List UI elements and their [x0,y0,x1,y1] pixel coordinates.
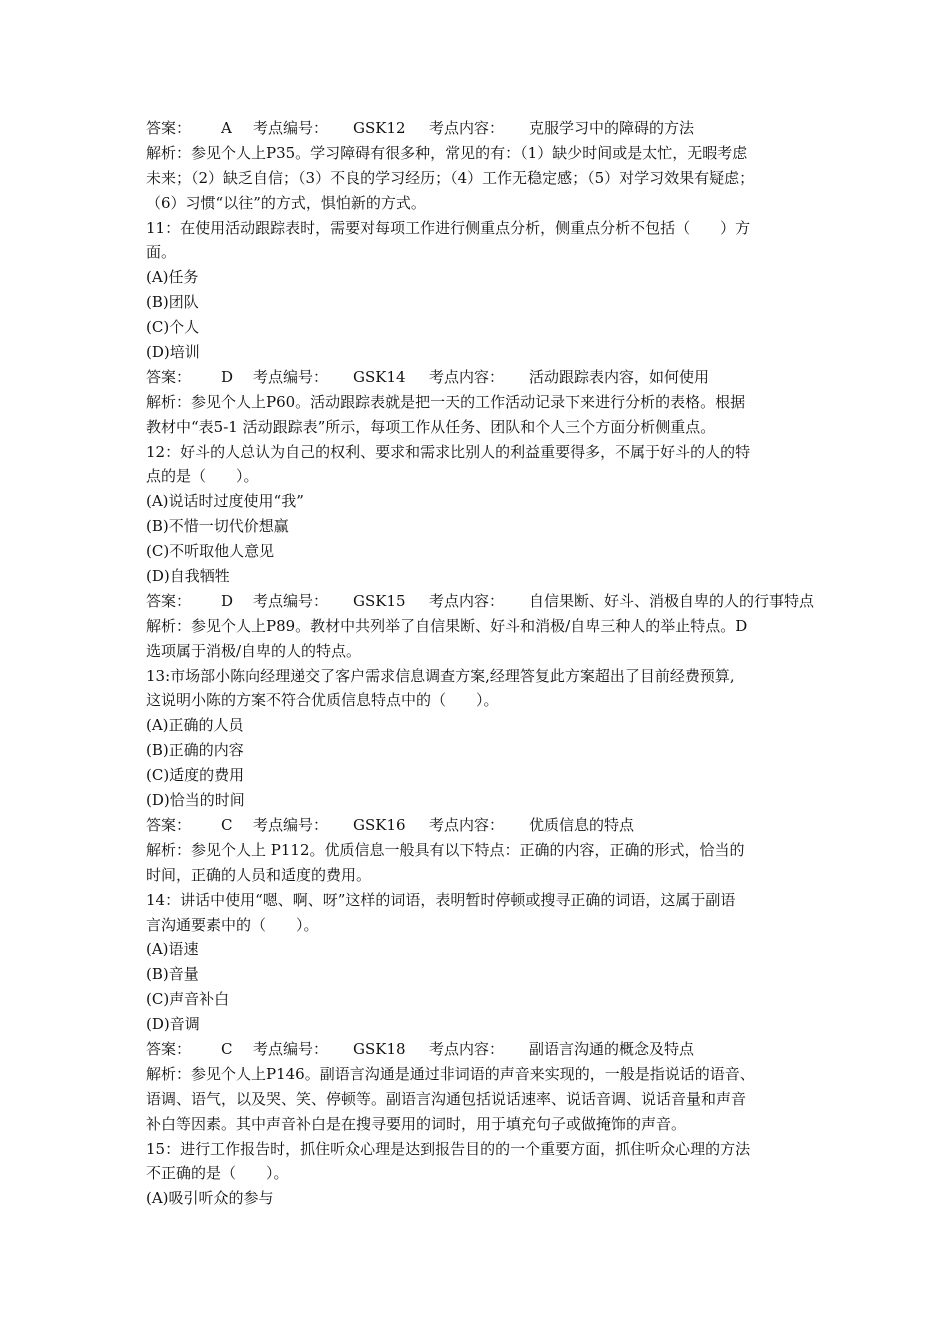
document-page [146,116,814,1211]
text-line: 语调、语气，以及哭、笑、停顿等。副语言沟通包括说话速率、说话音调、说话音量和声音 [146,1089,747,1108]
content-label: 考点内容： [429,119,505,137]
code-value: GSK16 [353,815,406,834]
text-line: (B)音量 [146,965,199,984]
answer-label: 答案： [146,591,192,610]
answer-label: 答案： [146,1039,192,1058]
text-line: 解析：参见个人上P35。学习障碍有很多种，常见的有：（1）缺少时间或是太忙，无暇考虑 [146,143,748,162]
answer-row [146,589,814,614]
answer-value: C [221,815,233,834]
text-line: (C)声音补白 [146,990,230,1009]
text-line: （6）习惯“以往”的方式，惧怕新的方式。 [146,193,426,212]
content-label: 考点内容： [429,367,505,386]
answer-row [146,365,814,390]
text-line: 点的是（ ）。 [146,467,259,486]
code-label: 考点编号： [253,367,329,386]
text-line: 教材中“表5-1 活动跟踪表”所示，每项工作从任务、团队和个人三个方面分析侧重点。 [146,417,716,436]
text-line: (A)语速 [146,940,199,959]
text-line: (A)说话时过度使用“我” [146,492,304,511]
answer-label: 答案： [146,119,192,137]
text-line: (B)正确的内容 [146,741,244,760]
content-value: 克服学习中的障碍的方法 [529,119,695,137]
text-line: (D)音调 [146,1015,200,1034]
text-line: 选项属于消极/自卑的人的特点。 [146,641,362,660]
text-line: 解析：参见个人上P146。副语言沟通是通过非词语的声音来实现的，一般是指说话的语音、 [146,1064,755,1083]
text-line: (C)个人 [146,318,200,337]
text-line: 11：在使用活动跟踪表时，需要对每项工作进行侧重点分析，侧重点分析不包括（ ）方 [146,218,751,237]
code-value: GSK12 [353,119,406,137]
text-line: 不正确的是（ ）。 [146,1164,289,1183]
text-line: (A)正确的人员 [146,716,244,735]
content-value: 副语言沟通的概念及特点 [529,1039,695,1058]
text-line: 13:市场部小陈向经理递交了客户需求信息调查方案,经理答复此方案超出了目前经费预算, [146,666,735,685]
content-label: 考点内容： [429,815,505,834]
text-line: (A)吸引听众的参与 [146,1189,274,1208]
text-line: (A)任务 [146,268,199,287]
answer-row [146,116,814,141]
code-value: GSK18 [353,1039,406,1058]
text-line: (D)培训 [146,343,200,362]
answer-value: D [221,367,234,386]
text-line: 解析：参见个人上P60。活动跟踪表就是把一天的工作活动记录下来进行分析的表格。根据 [146,392,746,411]
text-line: (D)恰当的时间 [146,791,245,810]
text-line: 解析：参见个人上 P112。优质信息一般具有以下特点：正确的内容，正确的形式，恰当的 [146,840,745,859]
text-line: (B)团队 [146,293,199,312]
content-value: 优质信息的特点 [529,815,635,834]
content-value: 自信果断、好斗、消极自卑的人的行事特点 [529,591,814,610]
code-value: GSK14 [353,367,406,386]
text-line: 这说明小陈的方案不符合优质信息特点中的（ ）。 [146,691,499,710]
text-line: 解析：参见个人上P89。教材中共列举了自信果断、好斗和消极/自卑三种人的举止特点。D [146,616,748,635]
text-line: 面。 [146,243,177,262]
text-line: 12：好斗的人总认为自己的权利、要求和需求比别人的利益重要得多，不属于好斗的人的特 [146,442,751,461]
text-line: 未来；（2）缺乏自信；（3）不良的学习经历；（4）工作无稳定感；（5）对学习效果有疑虑； [146,168,755,187]
answer-value: C [221,1039,233,1058]
text-line: (C)适度的费用 [146,766,245,785]
text-line: 时间，正确的人员和适度的费用。 [146,865,372,884]
text-line: 14：讲话中使用“嗯、啊、呀”这样的词语，表明暂时停顿或搜寻正确的词语，这属于副语 [146,890,736,909]
text-line: 补白等因素。其中声音补白是在搜寻要用的词时，用于填充句子或做掩饰的声音。 [146,1114,687,1133]
answer-value: D [221,591,234,610]
code-value: GSK15 [353,591,406,610]
text-line: (C)不听取他人意见 [146,542,275,561]
code-label: 考点编号： [253,1039,329,1058]
code-label: 考点编号： [253,119,329,137]
answer-value: A [221,119,232,137]
code-label: 考点编号： [253,815,329,834]
answer-label: 答案： [146,815,192,834]
code-label: 考点编号： [253,591,329,610]
text-line: 15：进行工作报告时，抓住听众心理是达到报告目的的一个重要方面，抓住听众心理的方法 [146,1139,751,1158]
answer-row [146,1037,814,1062]
content-label: 考点内容： [429,1039,505,1058]
text-line: 言沟通要素中的（ ）。 [146,915,319,934]
text-line: (B)不惜一切代价想赢 [146,517,289,536]
content-value: 活动跟踪表内容，如何使用 [529,367,710,386]
content-label: 考点内容： [429,591,505,610]
answer-label: 答案： [146,367,192,386]
text-line: (D)自我牺牲 [146,567,230,586]
answer-row [146,813,814,838]
